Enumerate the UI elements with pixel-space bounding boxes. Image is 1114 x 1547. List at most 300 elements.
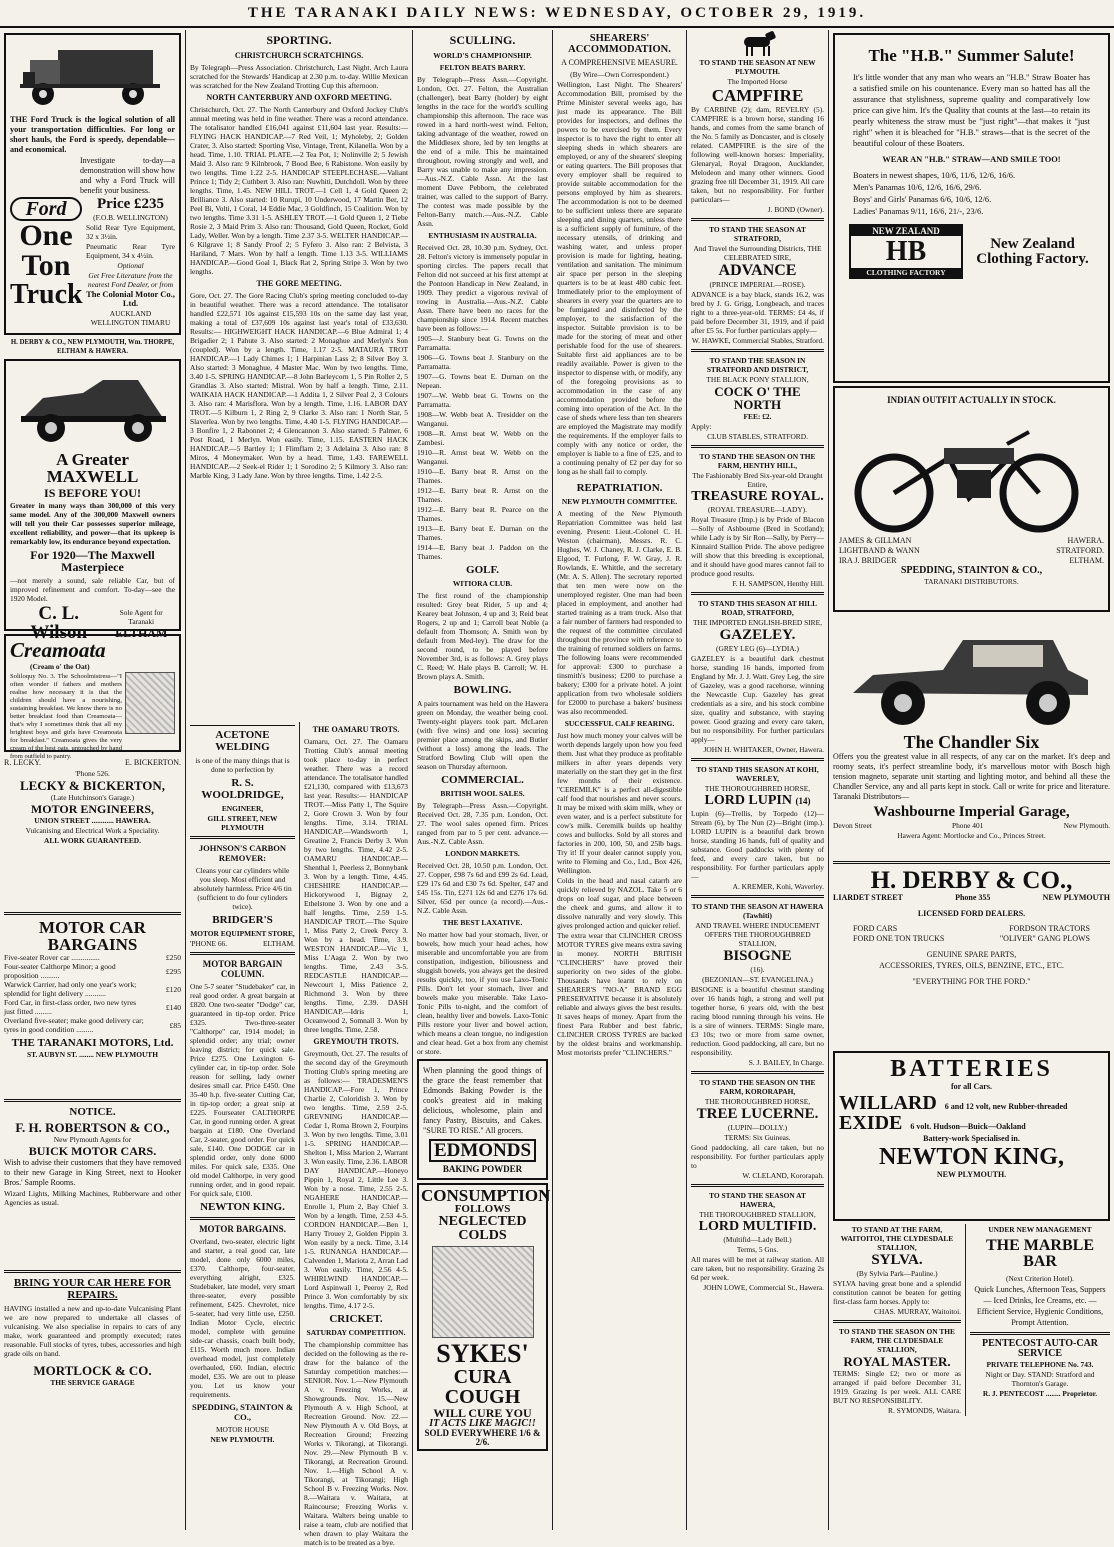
spedding-sub: TARANAKI DISTRIBUTORS. [924,577,1019,586]
repair-text: HAVING installed a new and up-to-date Vulcanising Plant we are now prepared to undertake all classes of vulcanising. We also specialise in repairs to cars of any make, work guaranteed and promptly executed; rates reasonable. Full stocks of tyres, tubes, accessories and high grade oils on hand. [4,1304,181,1358]
sylva-pedigree: (By Sylvia Park—Pauline.) [856,1269,938,1278]
bargain-price: £140 [165,1002,181,1012]
greymouth-head: GREYMOUTH TROTS. [313,1037,399,1046]
royal-owner: R. SYMONDS, Waitara. [888,1406,961,1415]
bargain-row [4,1016,181,1034]
bisogne-sub: AND TRAVEL WHERE INDUCEMENT OFFERS THE THOROUGHBRED STALLION, [695,921,820,948]
lucerne-ad [691,1078,824,1180]
creamoata-text: Soliloquy No. 3. The Schoolmistress—"I often wonder if fathers and mothers realise how necessary it is that the children should have a nourishing, sustaining breakfast. We know there is no better breakfast food than Creamoata—that's why I sometimes think that all my brightest boys and girls have Creamoata for breakfast." Creamoata gives the very cream of the best oats, untouched by hand from outfield to pantry. [10,673,122,760]
commercial-head: COMMERCIAL. [441,774,524,786]
ford-literature: Get Free Literature from the nearest Ford Dealer, or from [87,271,174,289]
repatriation-text: A meeting of the New Plymouth Repatriation Committee was held last evening. Present: Lieut.-Colonel C. H. Weston (chairman), Messrs. R. C. Hughes, W. J. Chaney, R. J. Clarke, E. B. Elgood, T. Furlong, F. W. Gray, J. R. Rowlands, E. Whittle, and the secretary (Mr. A. S. Allen). The secretary reported that ten men were now on the unemployed register. One man had been placed in employment, and another had started training as a tram truck. Also that a fair number of farmers had responded to the request of the committee circulated throughout the province with reference to the training of returned soldiers on farms. The following loans were recommended for approval: £300 to purchase a tinsmith's business; £200 to purchase a bakery; £300 for a private hotel. A joint application from two wholesale soldiers for £2000 to purchase a bakers' business was also recommended. [557,509,682,716]
ford-price: Price £235 [96,196,165,212]
mb-title: MOTOR BARGAINS. [199,1224,286,1234]
sculling-result: 1912—E. Barry beat R. Pearce on the Thames. [417,505,548,523]
maxwell-ad [4,359,181,643]
batteries-spec: Battery-work Specialised in. [923,1134,1020,1143]
multifid-terms: Terms, 5 Gns. [736,1245,779,1254]
column-text: One 5-7 seater "Studebaker" car, in real good order. A great bargain at £820. One two-seater "Dodge" car, guaranteed in tip-top order. Price £325. Two-three-seater "Calthorpe" car, 1914 model; in splendid order; any trial; owner leaving district; for quick sale. Price £275. One Lexington 6-cylinder car, in tip-top order. Sole reason for selling, lady owner desires small car. Price £450. One 35-40 h.p. five-seater Cutting Car, in tip-top order; a great snip at £225. Fourseater CALTHORPE Car, in good running order. A great bargain at £180. One Overland Car, 2-seater, good order. For quick sale, £140. One DODGE car in splendid order, only done 6000 miles. For quick sale, £335. One old model Calthorpe, in very good running order, and in good repair. For quick sale, £100. [190,982,295,1198]
lupin-owner: A. KREMER, Kohi, Waverley. [732,882,824,891]
gazeley-text: GAZELEY is a beautiful dark chestnut horse, standing 16 hands, imported from England by Mr. J. J. Watt. Grey Leg, the sire of Gazeley, was a good racehorse, winning the Newcastle Cup. Gazeley has great credentials as a sire, and his stock combine size, quality and substance, with staying power. Good grazing and every care taken, but no responsibility. For further particulars apply— [691,654,824,744]
lecky-vulc: Vulcanising and Electrical Work a Speciality. [25,826,160,835]
wool-text: By Telegraph—Press Assn.—Copyright. Received Oct. 28, 7.35 p.m. London, Oct. 27. The wool sales opened firm. Prices ranged from par to 5 per cent. advance.—Aus.-N.Z. Cable Assn. [417,801,548,846]
indian-agent: JAMES & GILLMAN HAWERA. [839,536,1104,545]
robertson-more: Wizard Lights, Milking Machines, Rubberware and other Agencies as usual. [4,1189,181,1207]
cock-ad [691,356,824,441]
sculling-result: 1913—E. Barry beat E. Durnan on the Thames. [417,524,548,542]
sculling-result: 1907—G. Towns beat E. Durnan on the Nepean. [417,372,548,390]
mb-firm: SPEDDING, STAINTON & CO., [192,1402,293,1422]
indian-agent: LIGHTBAND & WANN STRATFORD. [839,546,1104,555]
bargains-title: MOTOR CAR BARGAINS [39,918,146,954]
lecky-left: R. LECKY. [4,758,41,767]
maxwell-town: ELTHAM [115,626,168,640]
greymouth-text: Greymouth, Oct. 27. The results of the second day of the Greymouth Trotting Club's spring meeting are as follows:— TRADESMEN'S HANDICAP.—Fore 1, Prince Charlie 2, Coloridish 3. Won by two lengths. Time, 2.59 2-5. GREVNING HANDICAP.—Cedar 1, Roma Brown 2, Fourpins 3. Won by two lengths. Time, 3.01 1-5. SPRING HANDICAP.—Shelton 1, Miss Marion 2, Warrant 3. Won easily. Time, 2.36. LABOR DAY HANDICAP.—Honeyo Pippin 1, Royal 2, Little Lee 3. Won by a nose. Time, 2.55 2-5. NGAHERE HANDICAP.—Enrolle 1, Plum 2, Bay Chief 3. Won by a length. Time, 2.53 4-5. CORDON HANDICAP.—Ben 1, Harry Trouey 2, Golden Pippin 3. Won easily by a neck. Time, 3.14 1-5. RUNANGA HANDICAP.—Calvenden 1, Mariota 2, Arran Lad 3. Won easily. Time, 2.56 4-5. WHIRLWIND HANDICAP.—Lord Aspinwall 1, Peeroy 2, Red Prince 3. Won comfortably by six lengths. Time, 4.17 2-5. [304,1049,408,1310]
enthusiasm-head: ENTHUSIASM IN AUSTRALIA. [428,231,537,240]
pentecost-text: Night or Day. STAND: Stratford and Thornton's Garage. [985,1370,1095,1388]
marble-pentecost-col [970,1224,1110,1416]
sculling-result: 1905—J. Stanbury beat G. Towns on the Parramatta. [417,334,548,352]
cock-stables: CLUB STABLES, STRATFORD. [707,432,808,441]
gazeley-pedigree: (GREY LEG (6)—LYDIA.) [716,644,799,653]
acts-like-magic: IT ACTS LIKE MAGIC!! [429,1418,536,1429]
batteries-forall: for all Cars. [951,1082,992,1091]
indian-agent: IRA J. BRIDGER ELTHAM. [839,556,1104,565]
bargain-row [4,980,181,998]
lucerne-terms: TERMS: Six Guineas. [724,1133,791,1142]
notice-ad [4,1106,181,1266]
bisogne-pedigree: (BEZONIAN—ST. EVANGELINA.) [702,975,813,984]
follows: FOLLOWS [454,1203,511,1215]
column-firm: NEWTON KING. [200,1201,285,1213]
sykes: SYKES' [436,1339,529,1368]
gazeley-ad [691,599,824,754]
calf-head: SUCCESSFUL CALF REARING. [564,719,675,728]
bargain-table [4,953,181,1034]
oamaru-text: Oamaru, Oct. 27. The Oamaru Trotting Club's annual meeting took place to-day in perfect weather. There was a record attendance. The totalisator handled £21,130, compared with £13,673 last year. Results:— HANDICAP TROT.—Miss Patty 1, The Squire 2, Gore Crown 3. Won by four lengths. Time, 3.14. TRIAL HANDICAP.—Wandsworth 1, Greatine 2, Francis Derby 3. Won by two lengths. Time, 4.42 2-5. OAMARU HANDICAP.—Shenthal 1, Peerless 2, Bonnybank 3. Won by a length. Time, 4.45. CHESHIRE HANDICAP.—Hickorywood 1, Bignay 2, Ethelstone 3. Won by one and a half lengths. Time, 2.59 1-5. HANDICAP TROT.—The Squire 1, Miss Patty 2, Creek Percy 3. Won by a head. Time, 3.9. WESTON HANDICAP.—Vic 1, Miss L'Aaga 2. Won by two lengths. Time, 2.43 3-5. REDCASTLE HANDICAP.—Newcourt 1, Miss Patience 2, Richmond 3. Won by three lengths. Time, 2.39. DASH HANDICAP.—Idris 1, Oceanwood 2, Somnall 3. Won by three lengths. Time, 2.58. [304,737,408,1034]
advance-lead: TO STAND THE SEASON AT STRATFORD, [709,225,806,243]
bargain-price: £120 [165,984,181,994]
cricket-text: The championship committee has decided on the following as the re-draw for the balance of the Saturday competition matches:— SENIOR. Nov. 1.—New Plymouth A v. Freezing Works, at Showgrounds. Nov. 15.—New Plymouth A v. High School, at Recreation Ground. Nov. 22.—New Plymouth A v. Old Boys, at Recreation Ground; Freezing Works v. Tikorangi, at Tikorangi. Nov. 29.—New Plymouth B v. Tikorangi, at Recreation Ground. Nov. 1.—High School A v. Tikorangi, at Tikorangi; High School B v. Freezing Works. Nov. 8.—Waitara v. Waitara, at Raincourse; Freezing Works v. Waitara. Walters being unable to raise a team, club are notified that when drawn to play Waitara the match is to be treated as a bye. [304,1340,408,1547]
gore-text: Gore, Oct. 27. The Gore Racing Club's spring meeting concluded to-day in beautiful weather. There was a record attendance. The totalisator handled £22,571 10s against £15,593 10s on the same day last year, making a total of £37,609 10s against last year's total of £33,630. Results:— HIGHWEIGHT HACK HANDICAP.—6 Blue Admiral 1; 4 Brigadier 2; 1 Pahute 3. Also started: 2 Monaghue and Merlyn's Son (coupled). Won by a length. Time, 1.17 2-5. MATAURA TROT HANDICAP.—1 Lady Chimes 1; 1 Harpinian Lass 2; 8 Silver Boy 3. Also started: 3 Monaghue, 4 Master Mac. Won by two lengths. Time, 3.40 1-5. SPRING HANDICAP.—8 John Barleycorn 1, 5 Pin Roller 2, 5 Grandlas 3. Also started: Mistral. Won by half a length. Time, 2.11. WAIKAIA HACK HANDICAP.—1 Addita 1, 2 Silver Peal 2, 3 Colours 3. Also ran: 4 Marisflora. Won by a length. Time, 1.16. LABOR DAY TROT.—5 Kilburn 1, 2 Ring 2, 9 Clarke 3. Also ran: 1 North Star, 5 Slaverlea. Won by two lengths. Time, 4.40 1-5. FLYING HANDICAP.—3 Bonfire 1, 2 Rabonnet 2; 4 Glencannon 3. Also started: 5 Palmer, 6 Post Road, 1 Merlyn. Won easily. Time, 1.15. EASTERN HACK HANDICAP.—5 Bartley 1; 1 Flimflam 2; 3 Adelaina 3. Also ran: 8 Miros, 4 Moneymaker. Won by a head. Time, 1.43. FAREWELL HANDICAP.—2 Seek-el Rider 1; 1 Sorodino 2; 5 Kilmory 3. Also ran: Marble King, 3 Lady Jane. Won by three lengths. Time, 1.42 2-5. [190,291,408,480]
treasure-lead: TO STAND THE SEASON ON THE FARM, HENTHY HILL, [699,452,816,470]
indian-agents [839,536,1104,566]
campfire-text: By CARBINE (2); dam, REVELRY (5). CAMPFIRE is a brown horse, standing 16 hands, and comes from the same branch of the No. 5 family as Doncaster, and is closely related. CAMPFIRE is the sire of the following well-known horses: Imperiality, Glenaryal, Royal Dragoon, Aucklander, Melodeon and many other winners. Good grazing free till December 31, 1919. All care taken, but no responsibility. For further particulars— [691,105,824,204]
washbourne-phone: Phone 401 [951,821,984,830]
ford-intro: THE Ford Truck is the logical solution of all your transportation difficulties. For long or short hauls, the Ford is speedy, dependable—and economical. [10,115,175,154]
multifid-text: All mares will be met at railway station. All care taken, but no responsibility. Grazing 2s 6d per week. [691,1255,824,1282]
lucerne-name: TREE LUCERNE. [696,1106,819,1122]
gazeley-name: GAZELEY. [719,627,796,643]
world-championship: WORLD'S CHAMPIONSHIP. [433,51,532,60]
sculling-head: SCULLING. [449,33,516,47]
multifid-owner: JOHN LOWE, Commercial St., Hawera. [703,1283,824,1292]
treasure-ad [691,452,824,588]
acetone-title: ACETONE WELDING [215,729,270,753]
pentecost-name: PENTECOST AUTO-CAR SERVICE [981,1338,1099,1359]
one-text: One [19,219,73,252]
cricket-sub: SATURDAY COMPETITION. [306,1328,406,1337]
cura-cough: CURA COUGH [444,1366,521,1408]
clincher-text: The extra wear that CLINCHER CROSS MOTOR TYRES give means extra saving in money. NORTH BRITISH "CLINCHERS" have proved their superiority on two sides of the globe. Thousands have learnt to rely on SHEARER'S "NO-A" BRAND EGG PRESERVATIVE because it is absolutely reliable and always gives the best results. It saves heaps of money. Apart from the finest Para Rubber and best fabric, CLINCHER CROSS TYRES are backed by the oldest brains and workmanship. Most motorists prefer "CLINCHERS." [557,931,682,1057]
cock-fee: FEE: £2. [743,412,772,421]
bargain-item: Overland five-seater; make good delivery car; tyres in good condition ......... [4,1016,144,1034]
ford-fob: (F.O.B. WELLINGTON) [93,213,168,222]
campfire-ad [691,32,824,214]
north-canterbury-head: NORTH CANTERBURY AND OXFORD MEETING. [206,93,392,102]
sculling-result: 1908—R. Arnst beat W. Webb on the Zambesi. [417,429,548,447]
hb-smile: WEAR AN "H.B." STRAW—AND SMILE TOO! [882,155,1061,164]
chandler-ad [833,615,1110,857]
motor-car-bargains-ad [4,919,181,1095]
campfire-lead: TO STAND THE SEASON AT NEW PLYMOUTH. [699,58,816,76]
neglected-colds: NEGLECTED COLDS [438,1214,527,1243]
bargain-price: £250 [165,953,181,962]
sylva-owner: CHAS. MURRAY, Waitoitoi. [874,1307,961,1316]
royal-text: TERMS: Single £2; two or more as arranged if paid before December 31, 1919. Grazing 1s per week. ALL CARE BUT NO RESPONSIBILITY. [833,1369,961,1405]
golf-sub: WITIORA CLUB. [452,579,513,588]
laxative-text: No matter how bad your stomach, liver, or bowels, how much your head aches, how miserable and uncomfortable you are from constipation, indigestion, biliousness and sluggish bowels, you always get the desired results quickly, too, if you use Laxo-Tonic Pills. Don't let your stomach, liver and bowels make you miserable. Take Laxo-Tonic Pills to-night, and the comfort of clean, healthy liver and bowels. Laxo-Tonic Pills restore your liver and bowel action, which means a clean tongue, no indigestion and clear head. Get a box from any chemist or store. [417,930,548,1056]
robertson-sub: New Plymouth Agents for [53,1135,132,1144]
acetone-text: is one of the many things that is done to perfection by [195,756,290,774]
lucerne-pedigree: (LUPIN—DOLLY.) [727,1123,788,1132]
ford-company: The Colonial Motor Co., Ltd. [86,289,175,308]
edmonds-logo: EDMONDS [429,1139,536,1162]
mortlock-firm: MORTLOCK & CO. [33,1363,152,1378]
masthead: THE TARANAKI DAILY NEWS: WEDNESDAY, OCTOBER 29, 1919. [0,0,1114,28]
advance-name: ADVANCE [718,262,797,279]
sculling-result: 1910—E. Barry beat R. Arnst on the Thames. [417,467,548,485]
bargain-row [4,962,181,980]
derby-licensed: LICENSED FORD DEALERS. [917,909,1026,918]
bisogne-ad [691,902,824,1067]
bisogne-name: BISOGNE [723,948,792,964]
laxative-head: THE BEST LAXATIVE. [442,918,523,927]
derby-l2: FORD ONE TON TRUCKS [853,934,945,943]
lucerne-lead: TO STAND THE SEASON ON THE FARM, KORORAPAH, [699,1078,816,1096]
multifid-ad [691,1191,824,1292]
bisogne-num: (16). [750,965,765,974]
lupin-num: (14) [795,796,811,806]
christchurch-text: By Telegraph—Press Association. Christchurch, Last Night. Arch Laura scratched for the Stewards' Handicap at 2.30 p.m. to-day. Willie Mexican was scratched for the New Zealand Trotting Cup this afternoon. [190,63,408,90]
column-1 [0,30,185,1530]
lecky-ad [4,755,181,908]
lupin-name: LORD LUPIN [704,793,792,808]
sporting-head: SPORTING. [266,33,332,47]
bisogne-owner: S. J. BAILEY, In Charge. [748,1058,824,1067]
calf-text: Just how much money your calves will be worth depends largely upon how you feed them. Just what they produce as profitable milkers in after years depends very materially on the start they get in the first few months of their existence. "CEREMILK" is a perfect all-digestible calf food that nourishes and never scours. It may be mixed with skim milk, whey or even water, and is a perfect substitute for cow's milk. Ceremilk builds up healthy cows and bullocks. Sold by all stores and factories in 200, 100, 50, and 25lb bags. Try it! If your dealer cannot supply you, write to Fleming and Co., Ltd., Box 426, Wellington. [557,731,682,875]
will-cure: WILL CURE YOU [433,1406,532,1420]
ford-invest: Investigate to-day—a demonstration will show how and why a Ford Truck will benefit your business. [80,156,175,195]
derby-r2: "OLIVER" GANG PLOWS [999,934,1090,943]
own-correspondent: (By Wire—Own Correspondent.) [570,70,669,79]
buick-cars: BUICK MOTOR CARS. [28,1144,157,1158]
sculling-result: 1908—W. Webb beat A. Tresidder on the Wanganui. [417,410,548,428]
comprehensive-head: A COMPREHENSIVE MEASURE. [561,58,678,67]
ford-tyre-2: Pneumatic Rear Tyre Equipment, 34 x 4½in. [86,242,175,260]
notice-title: NOTICE. [69,1106,116,1118]
marble-sub: (Next Criterion Hotel). [1006,1274,1074,1283]
truck-text: Truck [10,279,83,310]
advance-sub: And Travel the Surrounding Districts, THE CELEBRATED SIRE, [693,244,822,262]
bargain-row [4,998,181,1016]
spedding-firm: SPEDDING, STAINTON & CO., [900,565,1043,576]
sculling-result: 1914—E. Barry beat J. Paddon on the Thames. [417,543,548,561]
derby-street: LIARDET STREET [833,893,903,902]
willard: WILLARD [839,1092,937,1114]
felton-text: By Telegraph—Press Assn.—Copyright. London, Oct. 27. Felton, the Australian (challenger), beat Barry (holder) by eight lengths in the race for the world's sculling championship this afternoon. The race was rowed in a hard north-west wind. Felton, taking advantage of the weather, rowed on the Middlesex shore, led by ten lengths at the end of a mile. This he maintained throughout, rowing strongly and well, and Barry was unable to make any impression.—Aus.-N.Z. Cable Assn. At the last moment Dave Pebborn, the celebrated trainer, was called to the support of Barry. The contest was made possible by the Felton-Barry match.—Aus.-N.Z. Cable Assn. [417,75,548,228]
bargain-item: Four-seater Calthorpe Minor; a good proposition .......... [4,962,116,980]
hb-ad [833,33,1110,383]
creamoata-brand: Creamoata [10,638,106,662]
column-2-sporting-upper [186,30,412,750]
pentecost-phone: PRIVATE TELEPHONE No. 743. [986,1360,1094,1369]
hb-price-line: Ladies' Panamas 9/11, 16/6, 21/-, 23/6. [853,207,984,216]
newton-king: NEWTON KING, [879,1144,1064,1170]
bisogne-text: BISOGNE is a beautiful chestnut standing over 16 hands high, a strong and well put together horse, 6 years old, with the best racing blood running through his veins. He is a sire of winners. TERMS: Single mare, £3 10s; two or more from same owner, reduction. Good paddocking, all care, but no responsibility. [691,985,824,1057]
lupin-ad [691,765,824,891]
sculling-result: 1906—G. Towns beat J. Stanbury on the Parramatta. [417,353,548,371]
chandler-title: The Chandler Six [903,732,1040,752]
maxwell-agent: Sole Agent for Taranaki [119,608,163,626]
bargain-item: Warwick Carrier, had only one year's work; splendid for light delivery ........... [4,980,137,998]
marble-text: Quick Lunches, Afternoon Teas, Suppers — Iced Drinks, Ice Creams, etc. — Efficient Service, Hygienic Conditions, Prompt Attention. [974,1285,1106,1327]
golf-head: GOLF. [466,564,499,576]
sculling-result: 1907—W. Webb beat G. Towns on the Parramatta. [417,391,548,409]
baking-powder: BAKING POWDER [442,1164,523,1174]
ford-truck-ad [4,33,181,335]
washbourne-street: Devon Street [833,821,872,830]
gazeley-owner: JOHN H. WHITAKER, Owner, Hawera. [703,745,824,754]
np-committee-head: NEW PLYMOUTH COMMITTEE. [561,497,678,506]
lecky-sub: (Late Hutchinson's Garage.) [50,793,135,802]
lecky-street: UNION STREET ............ HAWERA. [34,816,151,825]
mb-town: NEW PLYMOUTH. [210,1435,275,1444]
mb-text: Overland, two-seater, electric light and starter, a real good car, late model, done only 6000 miles, £370. Calthorpe, four-seater, everything alright, £325. Studebaker, late model, very smart three-seater, every possible refinement, £425. Chevrolet, nice 5-seater, had very little use, £250. Indian Motor Cycle, electric model, complete with genuine side-car chassis, coach built body, £115. Worth much more. Indian overhead model, just completely overhauled, £60. Indian, electric model, £35. We are out to please you. Let us know your requirements. [190,1237,295,1399]
bridgers-town: ELTHAM. [263,939,295,948]
bridgers-sub: MOTOR EQUIPMENT STORE, [190,929,295,938]
column-2b-motor-ads [186,722,299,1530]
derby-town: NEW PLYMOUTH [1042,893,1110,902]
sculling-result: 1912—E. Barry beat R. Arnst on the Thames. [417,486,548,504]
london-markets-text: Received Oct. 28, 10.50 p.m. London, Oct. 27. Copper, £98 7s 6d and £99 2s 6d. Lead, £29 17s 6d and £30 7s 6d. Spelter, £47 and £45 15s. Tin, £271 12s 6d and £276 17s 6d. Silver, 65d per ounce (a record).—Aus.-N.Z. Cable Assn. [417,861,548,915]
campfire-sub: The Imported Horse [727,77,788,86]
cock-apply: Apply: [691,422,712,431]
hb-text: It's little wonder that any man who wears an "H.B." Straw Boater has a satisfied smile on his countenance. Every man so hatted has all the assurance that stylishness, supreme quality and comparatively low price can give him. It's the Quality that counts at the last—to retain its pearly whiteness the straw must be "just right"—that makes it "just right" when it is bleached for "H.B." straws—that is the secret of the beautiful colour of these Boaters. [853,73,1090,148]
column-2c-sporting-lower [300,722,412,1547]
column-title: MOTOR BARGAIN COLUMN. [202,959,283,979]
horse-icon [736,32,780,56]
indian-title: INDIAN OUTFIT ACTUALLY IN STOCK. [887,395,1056,405]
derby-l1: FORD CARS [853,924,898,933]
sylva-lead: TO STAND AT THE FARM, WAITOITOI, THE CLYDESDALE STALLION, [840,1225,954,1252]
pentecost-owner: R. J. PENTECOST ........ Proprietor. [982,1389,1098,1398]
bowling-text: A pairs tournament was held on the Hawera green on Monday, the weather being cool. Twenty-eight players took part. McLaren (with five wins) and one loss) securing premier place among the skips, and Butler (without a loss) among the leads. The Stratford Bowling Club will open the season on Thursday afternoon. [417,699,548,771]
cock-sub: THE BLACK PONY STALLION, [706,375,809,384]
christchurch-head: CHRISTCHURCH SCRATCHINGS. [234,51,364,60]
ford-optional: Optional [117,261,144,270]
advance-ad [691,225,824,345]
multifid-lead: TO STAND THE SEASON AT HAWERA, [709,1191,806,1209]
derby-strip: H. DERBY & CO., NEW PLYMOUTH, Wm. THORPE, ELTHAM & HAWERA. [10,339,175,355]
golf-text: The first round of the championship resulted: Grey beat Rider, 5 up and 4; Kearey beat Johnson, 4 up and 3; Reid beat Rogers, 2 up and 1; Carroll beat Noble (a default from Thomson; A. Smith won by default from Med-ley). The draw for the second round, to be played before November 3rd, is as follows: A. Grey plays C. Reed; W. Hale plays B. Carroll; W. H. Brown plays A. Smith. [417,591,548,681]
repair-ad [4,1277,181,1387]
column-rule [299,722,300,1530]
carbon-text: Cleans your car cylinders while you sleep. Most efficient and absolutely harmless. Price 4/6 tin (sufficient to do four cylinders twice). [193,866,292,911]
sculling-results [417,334,548,561]
robertson-firm: F. H. ROBERTSON & CO., [15,1120,170,1135]
exide-desc: 6 volt. Hudson—Buick—Oakland [910,1122,1026,1131]
marble-name: THE MARBLE BAR [985,1237,1094,1270]
maxwell-1920: For 1920—The Maxwell Masterpiece [30,548,155,574]
enthusiasm-text: Received Oct. 28, 10.30 p.m. Sydney, Oct. 28. Felton's victory is immensely popular in sporting circles. The papers recall that Felton did not succeed at his first attempt at the Pontoon Handicap in New Zealand, in 1909. They predict a vigorous revival of rowing in Australia.—Aus.-N.Z. Cable Assn. There have been no races for the championship since 1914. Recent matches have been as follows:— [417,243,548,333]
ford-logo: Ford [10,197,82,221]
washbourne-town: New Plymouth. [1063,821,1110,830]
column-4 [553,30,686,1530]
wool-head: BRITISH WOOL SALES. [440,789,525,798]
felton-head: FELTON BEATS BARRY. [439,63,526,72]
consumption: CONSUMPTION [421,1186,551,1205]
bargain-price: £295 [165,966,181,976]
cricket-head: CRICKET. [329,1313,383,1325]
ford-tyre-1: Solid Rear Tyre Equipment, 32 x 3½in. [86,223,175,241]
wooldridge-trade: ENGINEER, [221,804,264,813]
maxwell-dealer: C. L. Wilson [30,603,88,643]
edmonds-ad [417,1059,548,1180]
acetone-ad [190,729,295,832]
lecky-phone: 'Phone 526. [75,769,110,778]
taranaki-motors-addr: ST. AUBYN ST. ........ NEW PLYMOUTH [27,1050,158,1059]
carbon-title: JOHNSON'S CARBON REMOVER: [198,843,287,863]
multifid-sub: THE THOROUGHBRED STALLION, [699,1210,816,1219]
derby-phone: Phone 355 [955,893,991,902]
derby-ad [833,868,1110,1048]
washbourne-hawera: Hawera Agent: Mortlocke and Co., Princes Street. [897,831,1046,840]
washbourne: Washbourne Imperial Garage, [873,804,1070,820]
truck-illustration [18,42,168,112]
hb-price-line: Boys' and Girls' Panamas 6/6, 10/6, 12/6. [853,195,992,204]
hb-price-line: Men's Panamas 10/6, 12/6, 16/6, 29/6. [853,183,982,192]
sykes-ad [417,1183,551,1451]
column-3 [413,30,552,1530]
treasure-text: Royal Treasure (Imp.) is by Pride of Blacon—Solly of Ashbourne (Bred in Scotland); while Lady is by Sir Ron—Sally, by Perry—Kinnaird Stallion Pride. The above pedigree will show that this breeding is exceptional, and it should have good mares cannot fail to produce good results. [691,515,824,578]
newton-king-town: NEW PLYMOUTH. [936,1170,1007,1179]
edmonds-text: When planning the good things of the grace the feast remember that Edmonds Baking Powder is the cook's greatest aid in making delicious, wholesome, plain and fancy Pastry, Biscuits, and Cakes. "SURE TO RISE." All grocers. [423,1066,542,1135]
schoolmistress-illustration [125,672,175,734]
lupin-sub: THE THOROUGHBRED HORSE, [704,784,811,793]
multifid-pedigree: (Multifid—Lady Bell.) [723,1235,792,1244]
bowling-head: BOWLING. [453,684,512,696]
indian-ad [833,386,1110,612]
bisogne-lead: TO STAND THE SEASON AT HAWERA (Tawhiti) [691,902,824,920]
mb-sub: MOTOR HOUSE [215,1425,270,1434]
ford-cities: AUCKLAND WELLINGTON TIMARU [90,309,171,327]
bargain-item: Ford Car, in first-class order, two new tyres just fitted ......... [4,998,137,1016]
bridgers: BRIDGER'S [212,914,273,926]
derby-motto: "EVERYTHING FOR THE FORD." [912,977,1031,986]
ton-text: Ton [21,249,71,282]
hb-logo: NEW ZEALAND HB CLOTHING FACTORY [849,224,963,279]
hb-prices [839,170,1104,217]
motor-bargain-column-ad [190,959,295,1213]
wooldridge-name: R. S. WOOLDRIDGE, [201,777,284,801]
treasure-pedigree: (ROYAL TREASURE—LADY). [708,505,807,514]
cock-lead: TO STAND THE SEASON IN STRATFORD AND DISTRICT, [706,356,809,374]
motor-bargains-ad [190,1224,295,1444]
repatriation-head: REPATRIATION. [576,482,663,494]
derby-name: H. DERBY & CO., [870,867,1073,894]
bargain-price: £85 [169,1020,181,1030]
campfire-name: CAMPFIRE [711,86,804,105]
shearers-head: SHEARERS' ACCOMMODATION. [568,33,671,55]
lecky-right: E. BICKERTON. [124,758,181,767]
derby-genuine: GENUINE SPARE PARTS, [926,950,1017,959]
lecky-trade: MOTOR ENGINEERS, [30,802,155,816]
lucerne-text: Good paddocking, all care taken, but no responsibility. For further particulars apply to [691,1143,824,1170]
taranaki-motors: THE TARANAKI MOTORS, Ltd. [11,1037,174,1049]
motorcycle-illustration [839,408,1104,536]
column-6 [829,30,1114,1530]
lucerne-owner: W. CLELAND, Kororapah. [742,1171,824,1180]
maxwell-sub: IS BEFORE YOU! [44,486,141,500]
campfire-owner: J. BOND (Owner). [767,205,824,214]
advance-pedigree: (PRINCE IMPERIAL—ROSE). [709,280,806,289]
hb-price-line: Boaters in newest shapes, 10/6, 11/6, 12/6, 16/6. [853,171,1016,180]
treasure-owner: F. H. SAMPSON, Henthy Hill. [732,579,824,588]
lucerne-sub: THE THOROUGHBRED HORSE, [704,1097,811,1106]
gazeley-sub: THE IMPORTED ENGLISH-BRED SIRE, [693,618,822,627]
gazeley-lead: TO STAND THIS SEASON AT HILL ROAD, STRATFORD, [697,599,818,617]
hb-factory: New Zealand Clothing Factory. [976,235,1089,267]
lupin-text: Lupin (6)—Trellis, by Torpedo (12)—Stream (6), by The Nun (2)—Bright (imp.). LORD LUPIN is a beautiful dark brown horse, standing 16 hands, full of quality and substance. Good paddocks with plenty of feed, and every care taken, but no responsibility. For further particulars apply— [691,809,824,881]
nazol-text: Colds in the head and nasal catarrh are quickly relieved by NAZOL. Take 5 or 6 drops on loaf sugar, and place between the cheek and gums, and allow it to dissolve naturally and very slowly. This gives prolonged action and quicker relief. [557,876,682,930]
treasure-sub: The Fashionably Bred Six-year-old Draught Entire, [692,471,823,489]
chandler-car-illustration [833,615,1110,733]
treasure-name: TREASURE ROYAL. [691,489,824,504]
creamoata-ad [4,634,181,760]
maxwell-note: —not merely a sound, sale reliable Car, but of improved refinement and comfort. To-day—see the 1920 Model. [10,576,175,603]
oamaru-head: THE OAMARU TROTS. [312,725,400,734]
bridgers-phone: 'PHONE 66. [190,939,228,948]
maxwell-car-illustration [13,368,173,448]
cough-illustration [432,1246,534,1338]
lupin-lead: TO STAND THIS SEASON AT KOHI, WAVERLEY, [696,765,819,783]
willard-desc: 6 and 12 volt, new Rubber-threaded [944,1102,1068,1111]
sold-everywhere: SOLD EVERYWHERE 1/6 & 2/6. [424,1428,541,1447]
royal-name: ROYAL MASTER. [843,1354,951,1369]
marble-new: UNDER NEW MANAGEMENT [988,1225,1092,1234]
creamoata-tag: (Cream o' the Oat) [30,662,90,671]
gore-head: THE GORE MEETING. [256,279,342,288]
batteries-ad [833,1051,1110,1221]
batteries-title: BATTERIES [890,1056,1053,1082]
exide: EXIDE [839,1112,903,1134]
bargain-row [4,953,181,962]
sculling-result: 1910—R. Arnst beat W. Webb on the Wanganui. [417,448,548,466]
repair-title: BRING YOUR CAR HERE FOR REPAIRS. [13,1277,172,1301]
shearers-text: Wellington, Last Night. The Shearers' Accommodation Bill, promised by the Prime Minister several weeks ago, has just made its appearance. The Bill provides for inspectors, and defines the powers to be exercised by them. Every inspector is to have the right to enter all sleeping sheds in which shearers are employed, or any of the shearers' sleeping or eating quarters. The Bill proposes that every employer shall be required to provide suitable accommodation for the persons employed by him as shearers. The accommodation is not to be deemed to be sufficient unless there are separate sleeping and dining quarters, unless there is a sufficient supply of furniture, of the necessary utensils, of drinking and washing water, and unless proper provision is made for lighting, heating, ventilation and sanitation. The minimum air space per person in the sleeping quarters is to be at least 480 cubic feet. Immediately prior to the employment of shearers in every year the quarters are to be fumigated and disinfected by the employer, to the satisfaction of the inspector. Suitable provision is to be made for the storing of meat and other perishable food for the use of shearers. Suitable first aid appliances are to be readily available. Power is given to the inspector to dispense with, or modify, any of the foregoing provisions as to accommodation in the case of any accommodation provided before the coming into operation of the Act. In the case of sheds where less than ten shearers are employed the Magistrate may modify the requirements. If the employer fails to comply with any notice or order, the employer is liable to a fine of £25, and to a continuing penalty of £2 per day for so long as he shall fail to comply. [557,80,682,476]
lecky-name: LECKY & BICKERTON, [19,778,166,793]
robertson-text: Wish to advise their customers that they have removed to their new Garage in King Street, next to Hooker Bros.' Sample Rooms. [4,1158,181,1187]
london-markets-head: LONDON MARKETS. [445,849,520,858]
chandler-text: Offers you the greatest value in all respects, of any car on the market. It's deep and roomy seats, it's perfect streamline body, it's marvellous motor with Bosch high tension magneto, separate unit starting and lighting motor, and behind all these the Chandler Service, any and all parts kept in stock. Call or write for price and literature. Taranaki Distributors— [833,752,1110,801]
royal-lead: TO STAND THE SEASON ON THE FARM, THE CLYDESDALE STALLION, [839,1327,955,1354]
derby-acc: ACCESSORIES, TYRES, OILS, BENZINE, ETC., ETC. [879,961,1064,970]
sylva-name: SYLVA. [871,1252,923,1268]
lecky-guarantee: ALL WORK GUARANTEED. [44,836,141,845]
maxwell-headline: A Greater MAXWELL [46,450,139,486]
bargain-item: Five-seater Rover car ............... [4,953,100,962]
